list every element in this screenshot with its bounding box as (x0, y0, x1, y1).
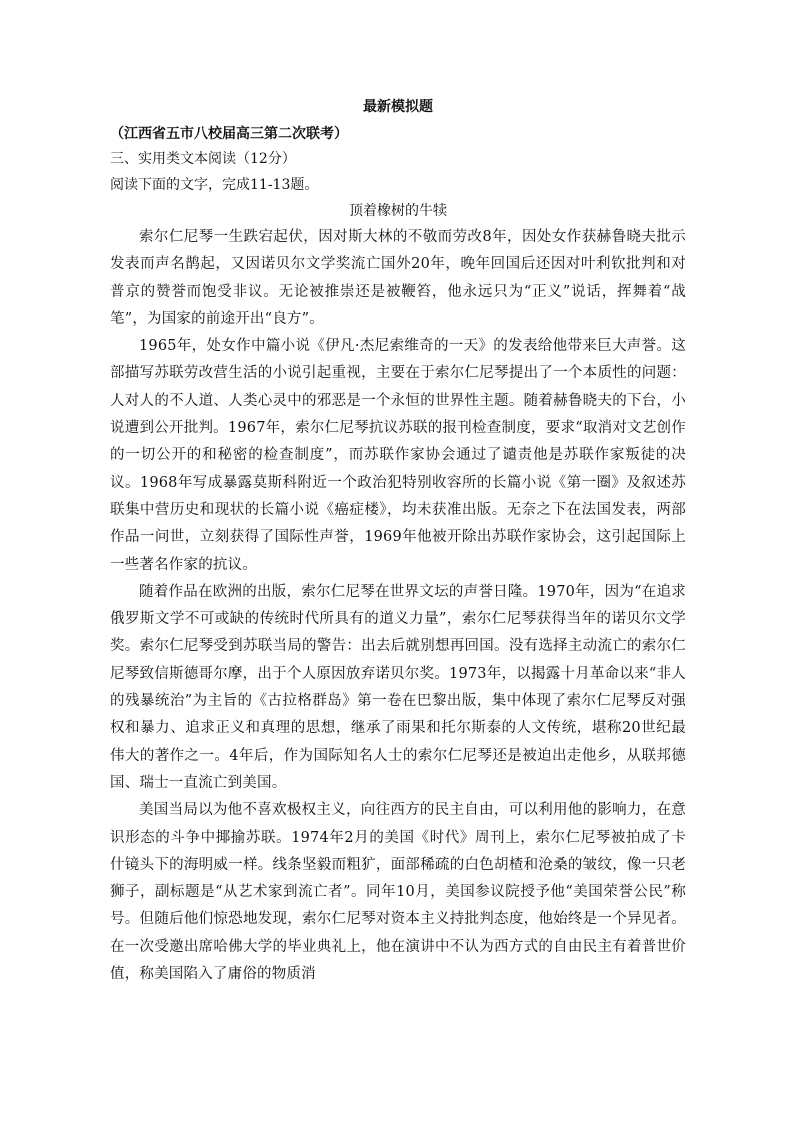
section-heading: 三、实用类文本阅读（12分） (110, 151, 296, 167)
article-paragraph: 1965年，处女作中篇小说《伊凡·杰尼索维奇的一天》的发表给他带来巨大声誉。这部描写苏联劳改营生活的小说引起重视，主要在于索尔仁尼琴提出了一个本质性的问题：人对人的不人道、人类心灵中的邪恶是一个永恒的世界性主题。随着赫鲁晓夫的下台，小说遭到公开批判。1967年，索尔仁尼琴抗议苏联的报刊检查制度，要求“取消对文艺创作的一切公开的和秘密的检查制度”，而苏联作家协会通过了谴责他是苏联作家叛徒的决议。1968年写成暴露莫斯科附近一个政治犯特别收容所的长篇小说《第一圈》及叙述苏联集中营历史和现状的长篇小说《癌症楼》，均未获准出版。无奈之下在法国发表，两部作品一问世，立刻获得了国际性声誉，1969年他被开除出苏联作家协会，这引起国际上一些著名作家的抗议。 (110, 338, 686, 573)
page-title: 最新模拟题 (363, 99, 433, 115)
section-instruction: 阅读下面的文字，完成11-13题。 (110, 177, 319, 193)
article-title: 顶着橡树的牛犊 (349, 203, 447, 219)
document-page (110, 96, 686, 988)
exam-source: （江西省五市八校届高三第二次联考） (110, 126, 348, 142)
article-paragraph: 索尔仁尼琴一生跌宕起伏，因对斯大林的不敬而劳改8年，因处女作获赫鲁晓夫批示发表而声名鹊起，又因诺贝尔文学奖流亡国外20年，晚年回国后还因对叶利钦批判和对普京的赞誉而饱受非议。无论被推崇还是被鞭笞，他永远只为“正义”说话，挥舞着“战笔”，为国家的前途开出“良方”。 (110, 229, 686, 327)
article-paragraph: 美国当局以为他不喜欢极权主义，向往西方的民主自由，可以利用他的影响力，在意识形态的斗争中揶揄苏联。1974年2月的美国《时代》周刊上，索尔仁尼琴被拍成了卡什镜头下的海明威一样。线条坚毅而粗犷，面部稀疏的白色胡楂和沧桑的皱纹，像一只老狮子，副标题是“从艺术家到流亡者”。同年10月，美国参议院授予他“美国荣誉公民”称号。但随后他们惊恐地发现，索尔仁尼琴对资本主义持批判态度，他始终是一个异见者。在一次受邀出席哈佛大学的毕业典礼上，他在演讲中不认为西方式的自由民主有着普世价值，称美国陷入了庸俗的物质消 (110, 802, 686, 983)
article-paragraph: 随着作品在欧洲的出版，索尔仁尼琴在世界文坛的声誉日隆。1970年，因为“在追求俄罗斯文学不可或缺的传统时代所具有的道义力量”，索尔仁尼琴获得当年的诺贝尔文学奖。索尔仁尼琴受到苏联当局的警告：出去后就别想再回国。没有选择主动流亡的索尔仁尼琴致信斯德哥尔摩，出于个人原因放弃诺贝尔奖。1973年，以揭露十月革命以来“非人的残暴统治”为主旨的《古拉格群岛》第一卷在巴黎出版，集中体现了索尔仁尼琴反对强权和暴力、追求正义和真理的思想，继承了雨果和托尔斯泰的人文传统，堪称20世纪最伟大的著作之一。4年后，作为国际知名人士的索尔仁尼琴还是被迫出走他乡，从联邦德国、瑞士一直流亡到美国。 (110, 583, 686, 791)
